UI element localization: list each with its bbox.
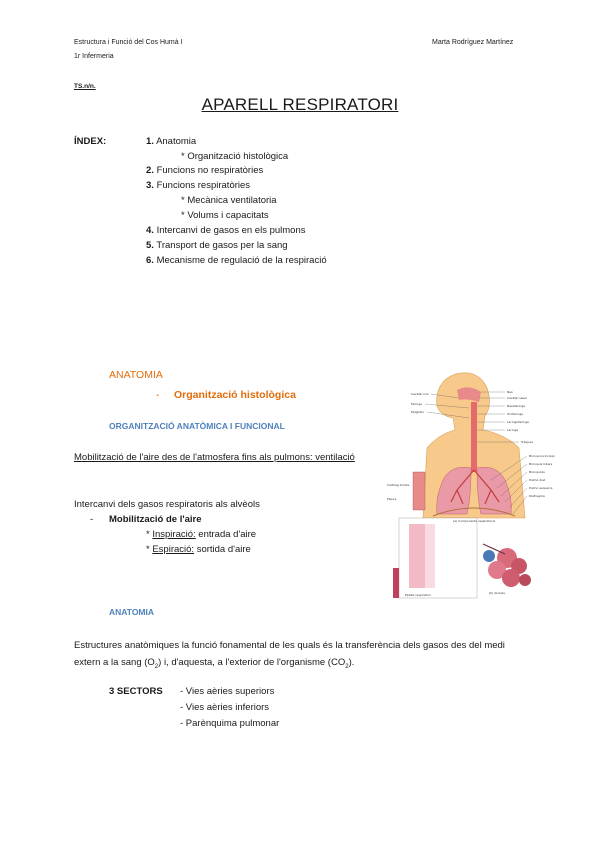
sectors-list [180,685,279,731]
epithelium-bar [393,568,399,598]
index-item: 3. Funcions respiratòries [146,180,251,191]
paragraph-ventilacio: Mobilització de l'aire des de l'atmosfera fins als pulmons: ventilació [74,452,355,463]
caption-epiteli: Epiteli respiratori [405,593,431,597]
header-degree: 1r Infermeria [74,53,114,60]
caption-alveols: (b) Alvèols [489,591,505,595]
label-faringe: Faringe [411,402,423,406]
header-course: Estructura i Funció del Cos Humà I [74,39,183,46]
section-subsubheading: ORGANITZACIÓ ANATÒMICA I FUNCIONAL [109,421,285,431]
topic-code: TS.n/n. [74,83,96,90]
label-cavitat-nasal: Cavitat nasal [507,396,527,400]
label-cartilag-tiroide: Cartílag tiroide [387,483,410,487]
label-nasofaringe: Nasofaringe [507,404,526,408]
mucosa-layer [425,524,435,588]
label-cavitat-oral: Cavitat oral [411,392,429,396]
index-item: 4. Intercanvi de gasos en els pulmons [146,225,306,236]
label-diafragma: Diafragma [529,494,545,498]
sectors-label: 3 SECTORS [109,686,163,697]
section-heading-anatomia: ANATOMIA [109,369,163,381]
index-subitem: * Mecànica ventilatoria [181,195,277,206]
index-item: 5. Transport de gasos per la sang [146,240,288,251]
espiracio-line: * Espiració: sortida d'aire [146,544,251,555]
trachea [471,402,477,472]
label-pleura: Pleura [387,497,397,501]
index-item: 2. Funcions no respiratòries [146,165,264,176]
sector-item: - Vies aèries superiors [180,686,275,697]
respiratory-illustration [385,368,555,600]
epithelium-layer [409,524,425,588]
label-laringe: Laringe [507,428,519,432]
index-item: 1. Anatomia [146,136,197,147]
label-orofaringe: Orofaringe [507,412,523,416]
page-title: APARELL RESPIRATORI [201,95,399,114]
inspiracio-line: * Inspiració: entrada d'aire [146,529,257,540]
section-subheading-dash: - [156,389,160,401]
section-subheading: Organització histològica [174,389,296,401]
alveoli-cluster [483,544,531,587]
label-bronquiols: Bronquiols [529,470,545,474]
label-pulmo-esquerre: Pulmó esquerre [529,486,553,490]
label-nas: Nas [507,390,513,394]
label-laringofaringe: Laringofaringe [507,420,529,424]
respiratory-anatomy-figure [385,368,555,600]
label-traquea: Tràquea [521,440,533,444]
section2-paragraph: Estructures anatòmiques la funció fonamental de les quals és la transferència dels gasos des del medi extern a la sang $(O_2)$ i, d'aquesta, a l'exterior de l'organisme $(CO_2)$. [74,640,505,670]
index-subitem: * Volums i capacitats [181,210,269,221]
index-list [146,135,327,268]
index-subitem: * Organització histològica [181,151,289,162]
index-item: 6. Mecanisme de regulació de la respiració [146,255,327,266]
index-label: ÍNDEX: [74,136,107,147]
label-epiglotis: Epiglotis [411,410,424,414]
trachea-detail [413,472,425,510]
header-author: Marta Rodríguez Martínez [432,39,514,46]
section2-heading: ANATOMIA [109,607,155,617]
label-bronqui-principal: Bronqui principal [529,454,555,458]
label-pulmo-dret: Pulmó dret [529,478,546,482]
sector-item: - Parènquima pulmonar [180,718,280,729]
label-bronquis-lobars: Bronquis lobars [529,462,553,466]
bullet-mobilitzacio: Mobilització de l'aire [109,514,202,525]
caption-components: (a) Components respiratoris [453,519,496,523]
paragraph-intercanvi: Intercanvi dels gasos respiratoris als alvèols [74,499,260,510]
sector-item: - Vies aèries inferiors [180,702,270,713]
bullet-dash: - [90,514,94,525]
